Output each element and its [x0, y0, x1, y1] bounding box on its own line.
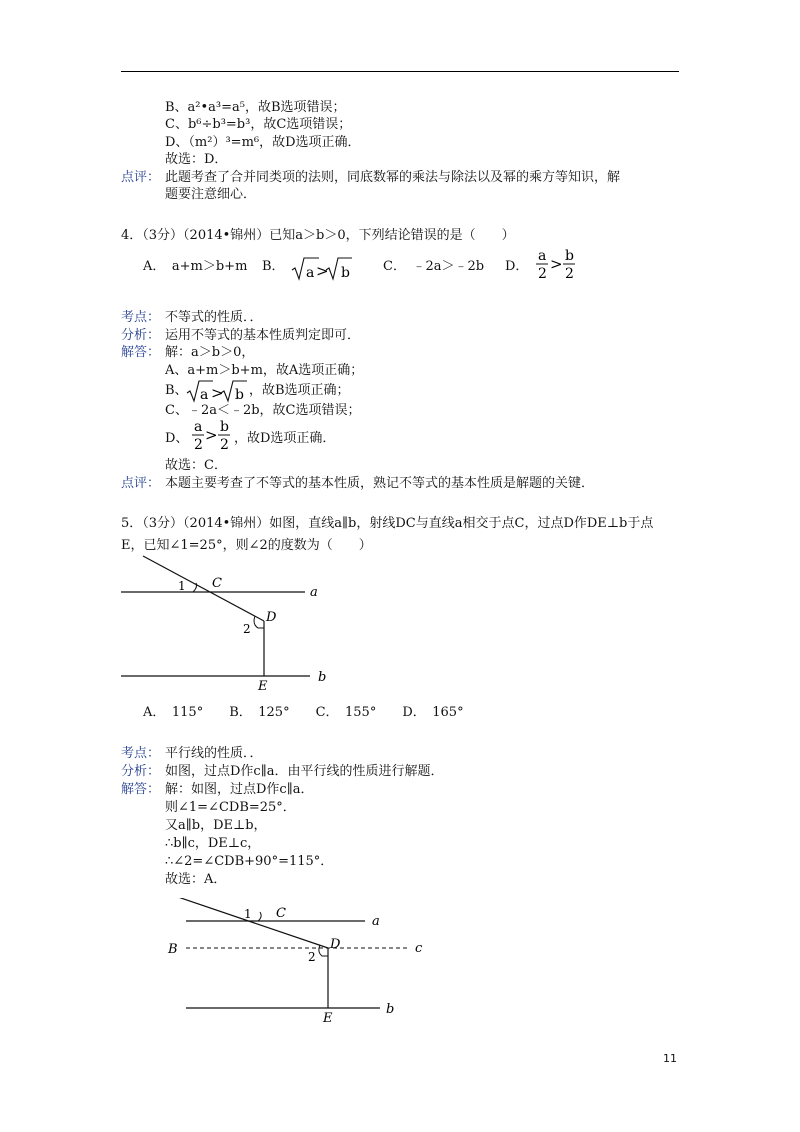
q4-fenxi-label: 分析：	[121, 328, 161, 343]
prev-line-b: B、a²•a³=a⁵，故B选项错误；	[165, 100, 346, 115]
label-e: E	[258, 679, 268, 692]
q4-fraction-formula	[190, 416, 236, 454]
label-b: b	[318, 670, 327, 685]
q5-stem-line2: E，已知∠1=25°，则∠2的度数为（ ）	[121, 538, 372, 553]
q5-options: A． 115° B． 125° C． 155° D． 165°	[143, 705, 464, 720]
q4-option-b-label: B．	[262, 259, 285, 274]
math-gt: >	[205, 426, 218, 444]
q4-jieda-line: B、	[165, 383, 188, 398]
prev-comment-line2: 题要注意细心．	[165, 187, 257, 202]
math-a: a	[200, 387, 209, 403]
prev-line-c: C、b⁶÷b³=b³，故C选项错误；	[165, 117, 352, 132]
math-a: a	[194, 419, 203, 435]
math-two: 2	[194, 437, 203, 453]
q4-stem: 4．（3分）（2014•锦州）已知a＞b＞0，下列结论错误的是（ ）	[121, 228, 515, 243]
q4-jieda-label: 解答：	[121, 345, 161, 360]
math-a: a	[306, 265, 315, 281]
q4-kaodian-label: 考点：	[121, 310, 161, 325]
q5-jieda-line: 又a∥b，DE⊥b，	[165, 818, 267, 833]
q4-option-a: A． a+m＞b+m	[143, 259, 248, 274]
prev-answer: 故选：D．	[165, 152, 228, 167]
q4-dianping-label: 点评：	[121, 476, 161, 491]
math-two: 2	[220, 437, 229, 453]
q5-jieda-line: ∴∠2=∠CDB+90°=115°．	[165, 854, 334, 869]
math-gt: >	[211, 384, 224, 402]
label-two: 2	[243, 622, 251, 636]
prev-comment-label: 点评：	[121, 170, 161, 185]
q4-jieda-line: ，故D选项正确．	[234, 431, 336, 446]
header-rule	[121, 71, 679, 72]
label-d: D	[266, 610, 277, 625]
q5-jieda-label: 解答：	[121, 782, 161, 797]
math-a: a	[538, 248, 547, 264]
q4-sqrt-formula	[185, 377, 251, 405]
q5-stem-line1: 5．（3分）（2014•锦州）如图，直线a∥b，射线DC与直线a相交于点C，过点D作DE⊥b于点	[121, 516, 654, 531]
label-d: D	[330, 937, 341, 952]
math-two: 2	[565, 266, 574, 282]
math-b: b	[235, 387, 244, 403]
math-b: b	[565, 248, 574, 264]
q4-jieda-line: C、﹣2a＜﹣2b，故C选项错误；	[165, 403, 361, 418]
q4-fenxi-text: 运用不等式的基本性质判定即可．	[165, 328, 361, 343]
q4-jieda-line: ，故B选项正确；	[249, 383, 350, 398]
q4-answer: 故选：C．	[165, 458, 227, 473]
label-a: a	[310, 585, 318, 600]
label-c-line: c	[415, 941, 423, 956]
label-one: 1	[178, 579, 186, 593]
q5-jieda-line: 则∠1=∠CDB=25°．	[165, 800, 296, 815]
q5-answer: 故选：A．	[165, 872, 227, 887]
q4-option-b-formula	[290, 253, 358, 283]
label-two: 2	[308, 950, 316, 964]
q4-option-d-formula	[533, 245, 583, 283]
q5-figure	[118, 552, 343, 692]
label-a: a	[372, 914, 380, 929]
math-two: 2	[538, 266, 547, 282]
q4-kaodian-text: 不等式的性质．．	[165, 310, 263, 325]
q5-jieda-line: 解：如图，过点D作c∥a．	[165, 782, 314, 797]
math-gt: >	[316, 262, 329, 280]
q5-fenxi-label: 分析：	[121, 764, 161, 779]
prev-comment-line1: 此题考查了合并同类项的法则，同底数幂的乘法与除法以及幂的乘方等知识，解	[165, 170, 621, 185]
prev-line-d: D、（m²）³=m⁶，故D选项正确．	[165, 135, 361, 150]
math-b: b	[341, 265, 350, 281]
label-c-point: C	[276, 906, 286, 921]
q4-option-d-label: D．	[505, 259, 529, 274]
q4-jieda-line: A、a+m＞b+m，故A选项正确；	[165, 363, 364, 378]
q5-kaodian-text: 平行线的性质．．	[165, 746, 263, 761]
label-one: 1	[244, 907, 252, 921]
q4-dianping-text: 本题主要考查了不等式的基本性质，熟记不等式的基本性质是解题的关键．	[165, 476, 595, 491]
q5-solution-figure	[160, 898, 440, 1028]
q4-option-c: C． ﹣2a＞﹣2b	[383, 259, 485, 274]
q4-jieda-line: D、	[165, 431, 189, 446]
label-b: b	[386, 1002, 395, 1017]
math-gt: >	[550, 255, 563, 273]
q5-jieda-line: ∴b∥c，DE⊥c，	[165, 836, 261, 851]
label-e: E	[323, 1011, 333, 1026]
q5-fenxi-text: 如图，过点D作c∥a．由平行线的性质进行解题．	[165, 764, 444, 779]
q5-kaodian-label: 考点：	[121, 746, 161, 761]
label-b-point: B	[168, 942, 178, 957]
math-b: b	[220, 419, 229, 435]
q4-jieda-line: 解：a＞b＞0，	[165, 345, 255, 360]
label-c: C	[212, 576, 222, 591]
page-number: 11	[663, 1052, 677, 1065]
